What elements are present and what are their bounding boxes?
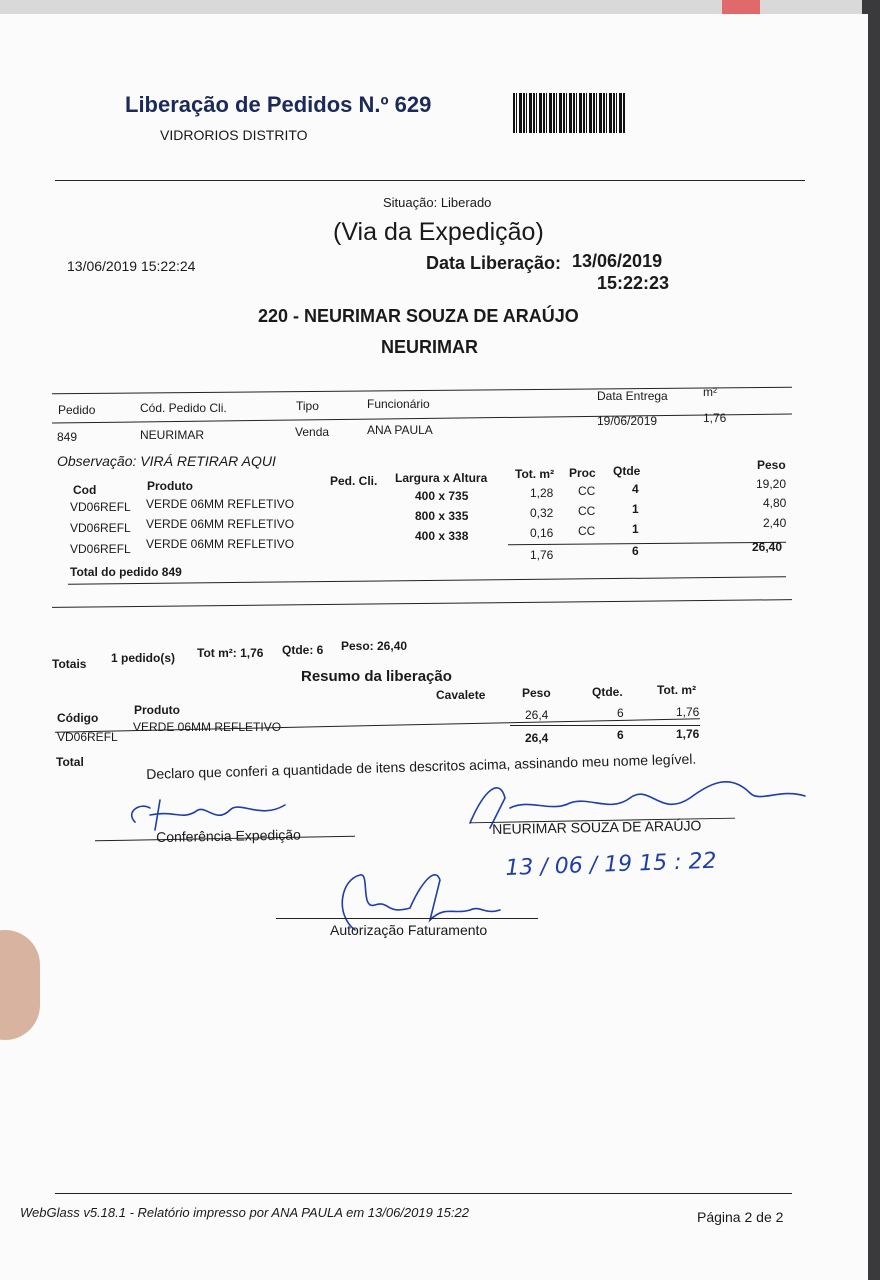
summary-col-qtde: Qtde. bbox=[592, 685, 623, 699]
summary-col-codigo: Código bbox=[57, 711, 99, 725]
items-col-peso: Peso bbox=[757, 458, 786, 472]
order-total-label: Total do pedido 849 bbox=[70, 565, 182, 579]
val-m2: 1,76 bbox=[703, 411, 727, 425]
val-cod-pedido-cli: NEURIMAR bbox=[140, 428, 205, 442]
summary-title: Resumo da liberação bbox=[301, 668, 452, 685]
liberation-time: 15:22:23 bbox=[597, 273, 670, 293]
finger-shadow bbox=[0, 930, 40, 1040]
items-total-qtde: 6 bbox=[632, 544, 639, 558]
item-qtde: 1 bbox=[632, 502, 639, 516]
observation: Observação: VIRÁ RETIRAR AQUI bbox=[57, 453, 276, 469]
col-m2: m² bbox=[703, 385, 717, 399]
summary-tot-m2: 1,76 bbox=[676, 705, 700, 719]
totals-m2: Tot m²: 1,76 bbox=[197, 646, 264, 660]
client-line: 220 - NEURIMAR SOUZA DE ARAÚJO bbox=[258, 306, 579, 326]
summary-total-tot-m2: 1,76 bbox=[676, 727, 700, 741]
footer-page-number: Página 2 de 2 bbox=[697, 1209, 784, 1225]
items-col-produto: Produto bbox=[147, 479, 193, 493]
summary-col-produto: Produto bbox=[134, 703, 180, 717]
handwritten-date: 13 / 06 / 19 15 : 22 bbox=[505, 848, 717, 881]
items-col-proc: Proc bbox=[569, 466, 596, 480]
items-col-qtde: Qtde bbox=[613, 464, 641, 478]
item-qtde: 1 bbox=[632, 522, 639, 536]
summary-col-peso: Peso bbox=[522, 686, 551, 700]
item-cod: VD06REFL bbox=[70, 542, 131, 556]
divider-top bbox=[55, 180, 805, 181]
item-proc: CC bbox=[578, 504, 596, 518]
totals-qtde: Qtde: 6 bbox=[282, 643, 324, 657]
company-name: VIDRORIOS DISTRITO bbox=[160, 127, 308, 143]
situation-text: Situação: Liberado bbox=[383, 195, 492, 210]
item-tot-m2: 1,28 bbox=[530, 486, 554, 500]
item-tot-m2: 0,16 bbox=[530, 526, 554, 540]
item-dims: 800 x 335 bbox=[415, 509, 469, 523]
summary-total-peso: 26,4 bbox=[525, 731, 549, 745]
items-total-peso: 26,40 bbox=[752, 540, 783, 554]
item-produto: VERDE 06MM REFLETIVO bbox=[146, 497, 295, 511]
footer-line bbox=[55, 1193, 792, 1194]
item-proc: CC bbox=[578, 524, 596, 538]
summary-qtde: 6 bbox=[617, 706, 624, 720]
col-funcionario: Funcionário bbox=[367, 397, 430, 411]
signature-line-autorizacao bbox=[276, 918, 538, 919]
client-short: NEURIMAR bbox=[381, 337, 478, 357]
item-proc: CC bbox=[578, 484, 596, 498]
label-autorizacao: Autorização Faturamento bbox=[330, 922, 488, 938]
val-data-entrega: 19/06/2019 bbox=[597, 414, 658, 428]
val-tipo: Venda bbox=[295, 425, 330, 439]
summary-codigo: VD06REFL bbox=[57, 730, 118, 744]
item-dims: 400 x 338 bbox=[415, 529, 469, 543]
col-cod-pedido-cli: Cód. Pedido Cli. bbox=[140, 401, 227, 415]
totals-pedidos: 1 pedido(s) bbox=[111, 651, 176, 665]
col-data-entrega: Data Entrega bbox=[597, 389, 668, 403]
col-tipo: Tipo bbox=[296, 399, 319, 413]
summary-produto: VERDE 06MM REFLETIVO bbox=[133, 720, 282, 734]
liberation-date: 13/06/2019 bbox=[572, 251, 663, 271]
items-col-dims: Largura x Altura bbox=[395, 471, 488, 485]
document-title: Liberação de Pedidos N.º 629 bbox=[125, 92, 432, 117]
totals-label: Totais bbox=[52, 657, 87, 671]
liberation-label: Data Liberação: bbox=[426, 253, 562, 273]
summary-total-label: Total bbox=[56, 755, 84, 769]
val-funcionario: ANA PAULA bbox=[367, 423, 433, 437]
item-tot-m2: 0,32 bbox=[530, 506, 554, 520]
item-peso: 19,20 bbox=[756, 477, 787, 491]
footer-printed-by: WebGlass v5.18.1 - Relatório impresso por ANA PAULA em 13/06/2019 15:22 bbox=[20, 1205, 469, 1220]
items-col-ped-cli: Ped. Cli. bbox=[330, 474, 378, 488]
item-cod: VD06REFL bbox=[70, 521, 131, 535]
items-col-cod: Cod bbox=[73, 483, 97, 497]
declaration-text: Declaro que conferi a quantidade de itens descritos acima, assinando meu nome legível. bbox=[146, 750, 697, 782]
items-col-tot-m2: Tot. m² bbox=[515, 467, 555, 481]
item-qtde: 4 bbox=[632, 482, 639, 496]
via-expedicao: (Via da Expedição) bbox=[333, 218, 544, 246]
totals-peso: Peso: 26,40 bbox=[341, 639, 408, 653]
item-produto: VERDE 06MM REFLETIVO bbox=[146, 537, 295, 551]
summary-sum-line bbox=[510, 725, 700, 726]
item-produto: VERDE 06MM REFLETIVO bbox=[146, 517, 295, 531]
item-peso: 2,40 bbox=[763, 516, 787, 530]
summary-total-qtde: 6 bbox=[617, 728, 624, 742]
val-pedido: 849 bbox=[57, 430, 78, 444]
items-total-m2: 1,76 bbox=[530, 548, 554, 562]
summary-peso: 26,4 bbox=[525, 708, 549, 722]
label-conferencia: Conferência Expedição bbox=[156, 826, 302, 845]
col-pedido: Pedido bbox=[58, 403, 96, 417]
item-dims: 400 x 735 bbox=[415, 489, 469, 503]
summary-col-cavalete: Cavalete bbox=[436, 688, 486, 702]
item-cod: VD06REFL bbox=[70, 500, 131, 514]
label-client: NEURIMAR SOUZA DE ARAÚJO bbox=[492, 817, 702, 837]
item-peso: 4,80 bbox=[763, 496, 787, 510]
summary-col-tot-m2: Tot. m² bbox=[657, 683, 697, 697]
barcode bbox=[513, 93, 625, 133]
print-datetime: 13/06/2019 15:22:24 bbox=[67, 258, 196, 274]
